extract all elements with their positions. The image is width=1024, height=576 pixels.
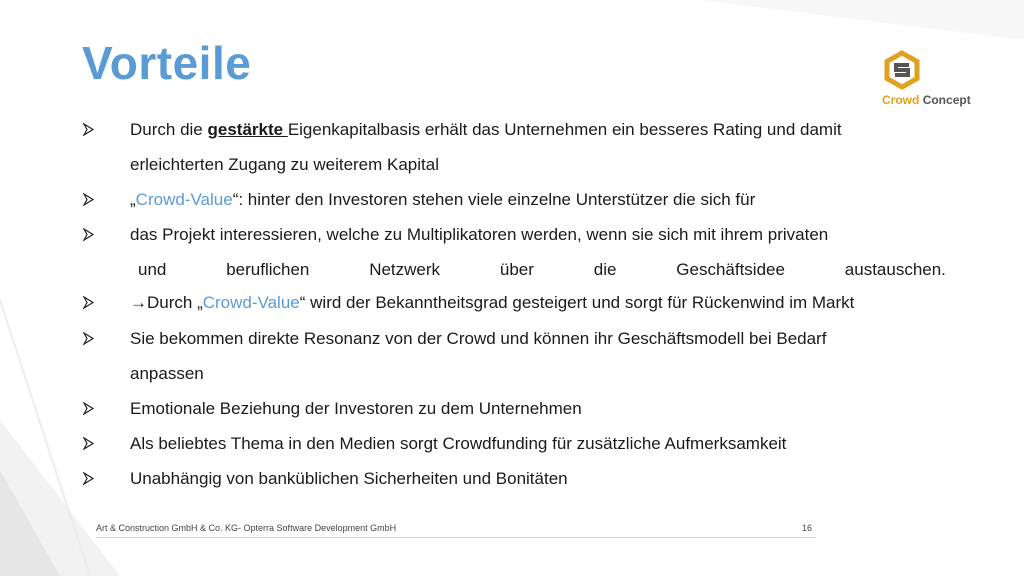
logo-hexagon-icon — [882, 50, 922, 90]
logo-wordmark — [882, 93, 971, 107]
bullet-arrow-icon — [82, 217, 98, 252]
bullet-text: das Projekt interessieren, welche zu Multiplikatoren werden, wenn sie sich mit ihrem privaten — [130, 225, 829, 244]
crowd-concept-logo — [876, 50, 971, 110]
bullet-text: Unabhängig von banküblichen Sicherheiten und Bonitäten — [130, 469, 568, 488]
bullet-text: →Durch „Crowd-Value“ wird der Bekanntheitsgrad gesteigert und sorgt für Rückenwind im Markt — [130, 293, 855, 312]
bullet-arrow-icon — [82, 461, 98, 496]
bullet-text: Durch die gestärkte Eigenkapitalbasis erhält das Unternehmen ein besseres Rating und damit — [130, 120, 842, 139]
bullet-arrow-icon — [82, 321, 98, 356]
bullet-text: Als beliebtes Thema in den Medien sorgt Crowdfunding für zusätzliche Aufmerksamkeit — [130, 434, 787, 453]
underlined-word: gestärkte — [207, 120, 288, 139]
crowd-value-highlight: Crowd-Value — [202, 293, 300, 312]
bullet-text: „Crowd-Value“: hinter den Investoren stehen viele einzelne Unterstützer die sich für — [130, 190, 756, 209]
bullet-arrow-icon — [82, 391, 98, 426]
footer-text: Art & Construction GmbH & Co. KG- Opterra Software Development GmbH — [96, 523, 397, 533]
bullet-text-line2: und beruflichen Netzwerk über die Geschäftsidee austauschen. — [138, 260, 946, 279]
slide-title: Vorteile — [82, 37, 252, 89]
bullet-arrow-icon — [82, 285, 98, 320]
bullet-text-line2: erleichterten Zugang zu weiterem Kapital — [130, 155, 439, 174]
bullet-text: Emotionale Beziehung der Investoren zu dem Unternehmen — [130, 399, 582, 418]
page-number: 16 — [802, 523, 813, 533]
crowd-value-highlight: Crowd-Value — [135, 190, 233, 209]
bullet-text: Sie bekommen direkte Resonanz von der Crowd und können ihr Geschäftsmodell bei Bedarf — [130, 329, 827, 348]
bullet-arrow-icon — [82, 426, 98, 461]
bullet-arrow-icon — [82, 182, 98, 217]
bullet-arrow-icon — [82, 112, 98, 147]
logo-word-crowd: Crowd — [882, 93, 920, 107]
footer-divider — [96, 537, 816, 538]
bullet-text-line2: anpassen — [130, 364, 204, 383]
logo-word-concept: Concept — [922, 93, 971, 107]
